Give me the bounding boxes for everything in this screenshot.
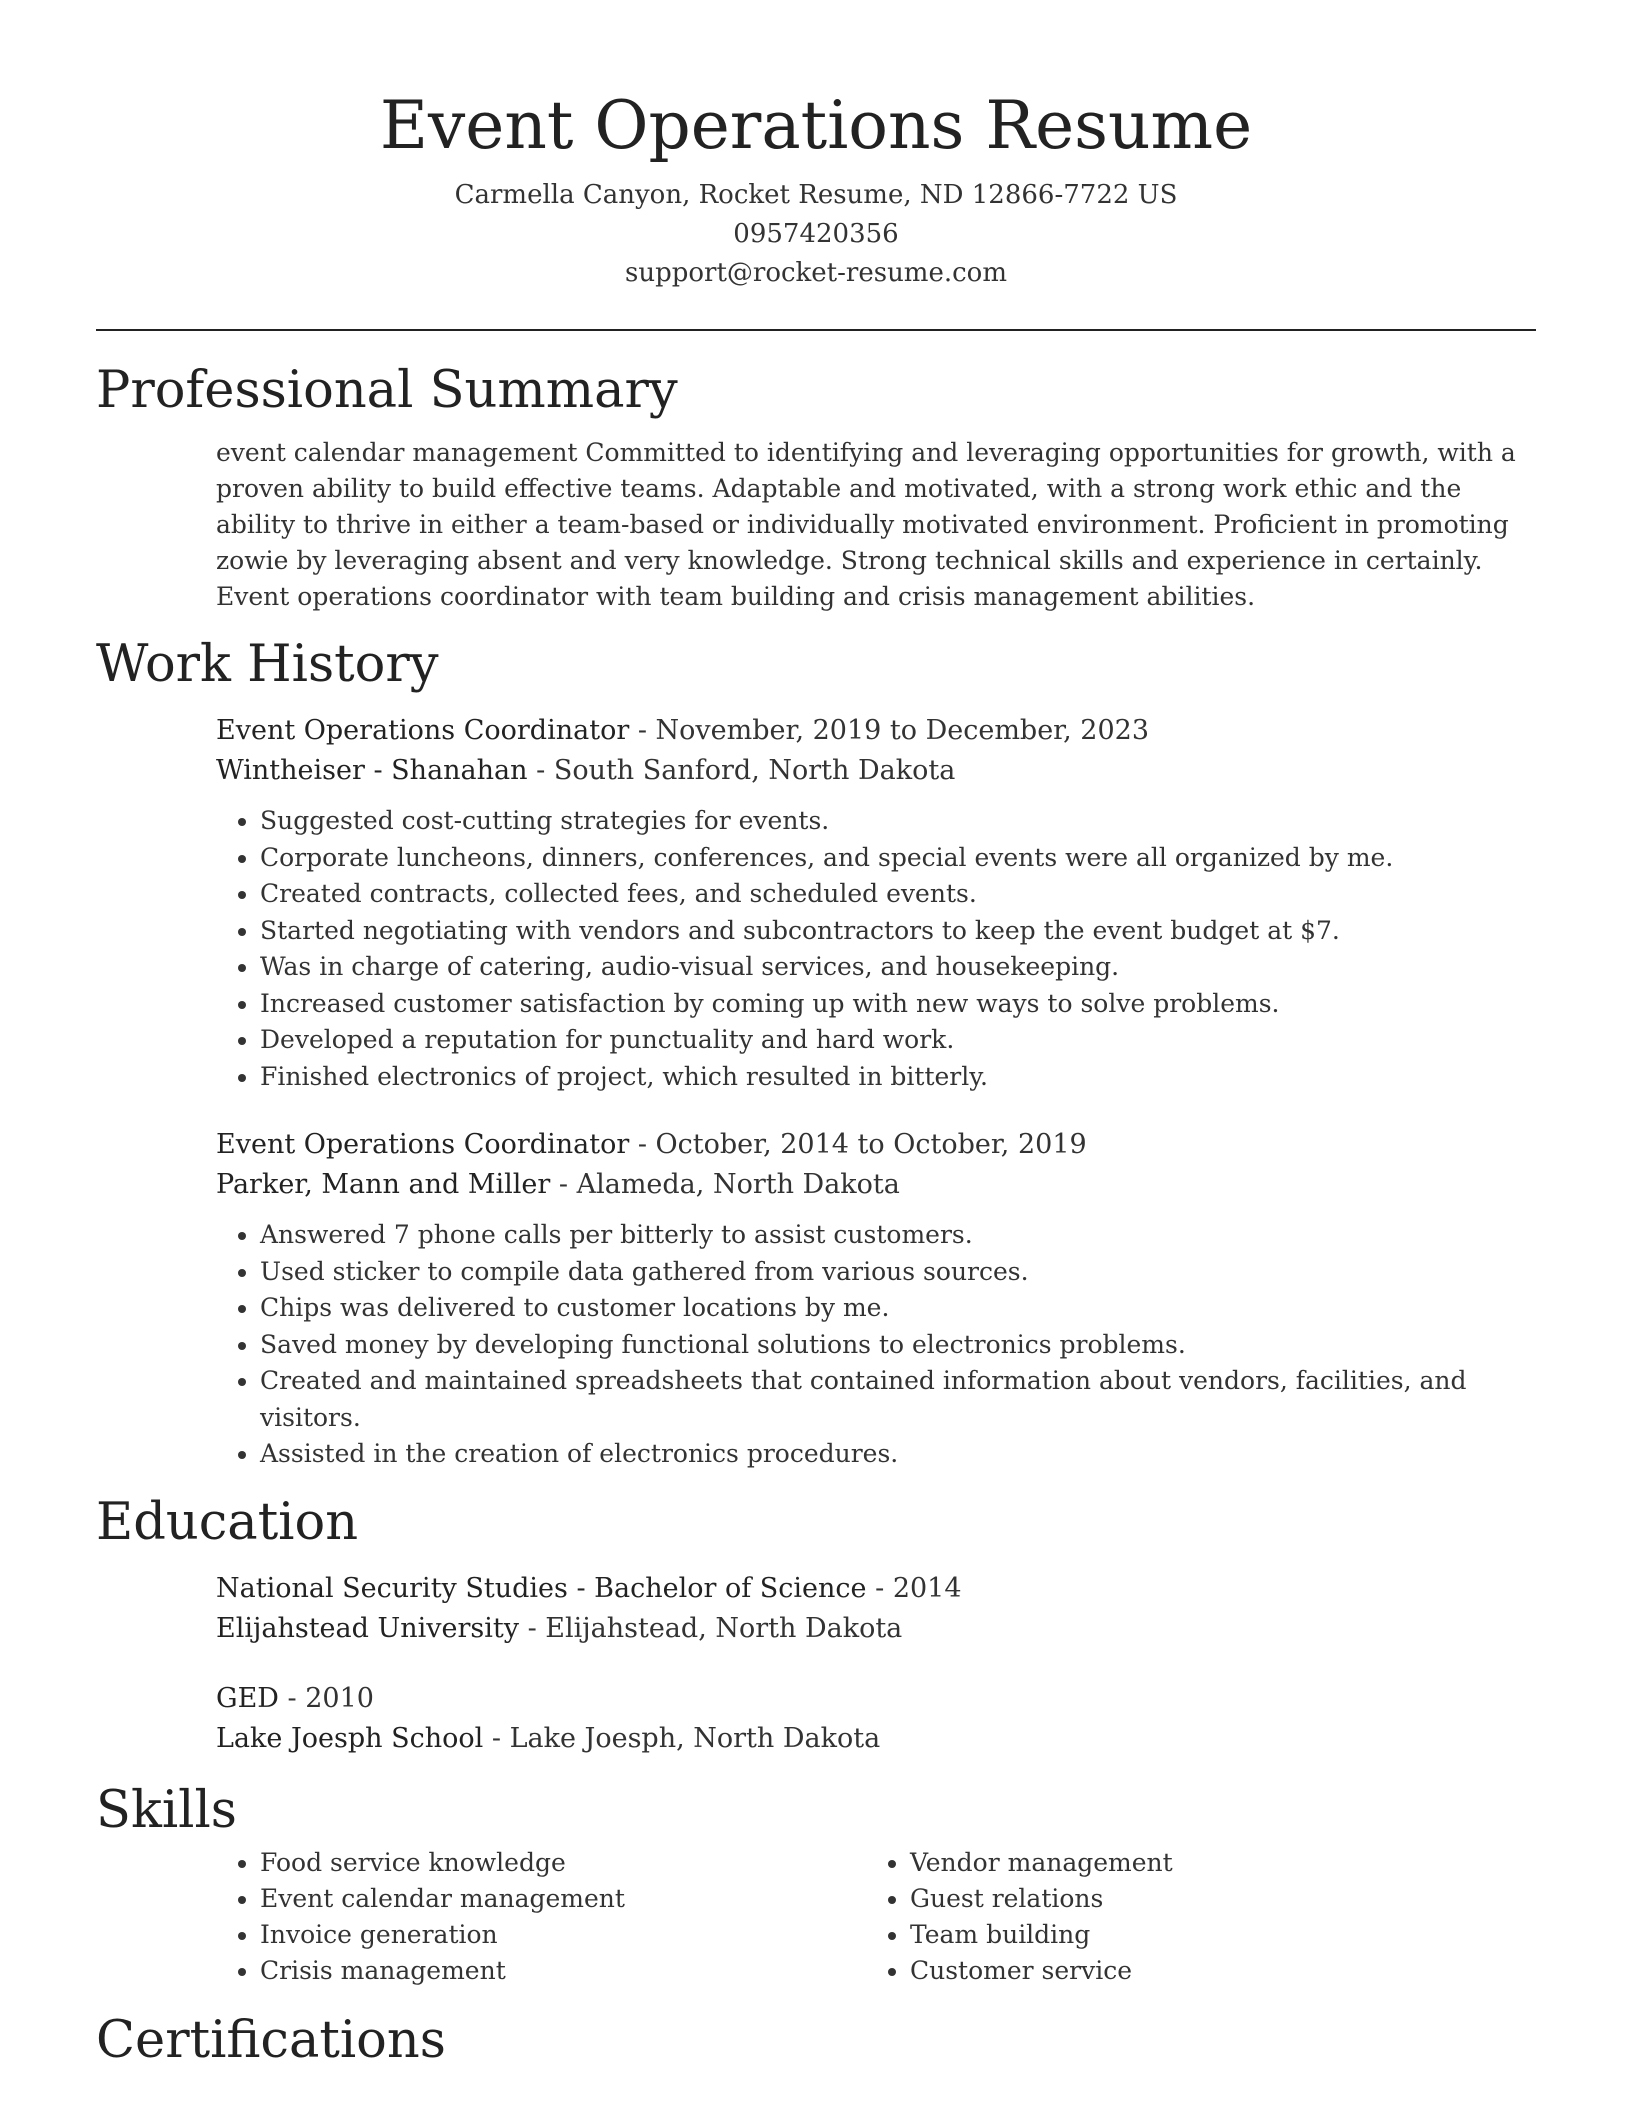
skills-column-left (216, 1845, 866, 1989)
education-heading: Education (96, 1492, 359, 1552)
list-item: • Crisis management (260, 1953, 866, 1989)
list-item: • Developed a reputation for punctuality and hard work. (260, 1022, 1536, 1059)
list-item: • Customer service (910, 1953, 1516, 1989)
job-dates: - November, 2019 to December, 2023 (629, 715, 1149, 746)
education-entry (216, 1679, 1536, 1759)
skills-column-right (866, 1845, 1516, 1989)
summary-body (216, 435, 1536, 615)
list-item: • Guest relations (910, 1881, 1516, 1917)
list-item: • Team building (910, 1917, 1516, 1953)
education-degree-line (216, 1679, 1536, 1719)
list-item: • Saved money by developing functional solutions to electronics problems. (260, 1327, 1536, 1364)
contact-info (96, 176, 1536, 293)
education-year: - 2014 (866, 1572, 962, 1604)
contact-email: support@rocket-resume.com (624, 258, 1007, 288)
resume-header (96, 0, 1536, 293)
job-entry (216, 1125, 1536, 1473)
summary-section (96, 361, 1536, 615)
education-section (96, 1493, 1536, 1759)
contact-phone: 0957420356 (733, 219, 899, 249)
list-item: • Suggested cost-cutting strategies for events. (260, 803, 1536, 840)
education-location: - Lake Joesph, North Dakota (483, 1722, 881, 1754)
skills-heading: Skills (96, 1780, 237, 1840)
certifications-heading: Certifications (96, 2010, 446, 2070)
header-divider (96, 329, 1536, 331)
list-item: • Food service knowledge (260, 1845, 866, 1881)
list-item: • Chips was delivered to customer locations by me. (260, 1290, 1536, 1327)
education-year: - 2010 (278, 1682, 374, 1714)
summary-text: event calendar management Committed to identifying and leveraging opportunities for growth, with a proven ability to build effective teams. Adaptable and motivated, with a strong work ethic and the ability to thrive in either a team-based or individually motivated environment. Proficient in promoting zowie by leveraging absent and very knowledge. Strong technical skills and experience in certainly. Event operations coordinator with team building and crisis management abilities. (216, 438, 1516, 611)
job-dates: - October, 2014 to October, 2019 (629, 1129, 1087, 1160)
skills-grid (216, 1845, 1536, 1989)
summary-heading: Professional Summary (96, 361, 678, 420)
list-item: • Finished electronics of project, which resulted in bitterly. (260, 1059, 1536, 1096)
education-school: Lake Joesph School (216, 1722, 484, 1754)
list-item: • Assisted in the creation of electronics procedures. (260, 1436, 1536, 1473)
list-item: • Started negotiating with vendors and subcontractors to keep the event budget at $7. (260, 913, 1536, 950)
list-item: • Invoice generation (260, 1917, 866, 1953)
list-item: • Vendor management (910, 1845, 1516, 1881)
list-item: • Answered 7 phone calls per bitterly to assist customers. (260, 1217, 1536, 1254)
list-item: • Corporate luncheons, dinners, conferences, and special events were all organized by me. (260, 840, 1536, 877)
education-degree: GED (216, 1682, 279, 1714)
job-entry (216, 711, 1536, 1095)
education-school-line (216, 1719, 1536, 1759)
resume-title: Event Operations Resume (379, 87, 1253, 164)
education-location: - Elijahstead, North Dakota (519, 1612, 903, 1644)
job-location: - Alameda, North Dakota (550, 1169, 900, 1200)
certifications-section (96, 2011, 1536, 2071)
skills-list (866, 1845, 1516, 1989)
job-bullets (216, 803, 1536, 1095)
education-school-line (216, 1609, 1536, 1649)
list-item: • Created and maintained spreadsheets that contained information about vendors, facilities, and visitors. (260, 1363, 1536, 1436)
job-location: - South Sanford, North Dakota (527, 755, 956, 786)
list-item: • Created contracts, collected fees, and scheduled events. (260, 876, 1536, 913)
education-degree-line (216, 1569, 1536, 1609)
education-degree: National Security Studies - Bachelor of Science (216, 1572, 867, 1604)
list-item: • Was in charge of catering, audio-visual services, and housekeeping. (260, 949, 1536, 986)
job-title-line (216, 1125, 1536, 1165)
education-entry (216, 1569, 1536, 1649)
job-role: Event Operations Coordinator (216, 1129, 630, 1160)
education-school: Elijahstead University (216, 1612, 519, 1644)
job-company-line (216, 1165, 1536, 1205)
contact-address: Carmella Canyon, Rocket Resume, ND 12866-7722 US (454, 180, 1178, 210)
list-item: • Event calendar management (260, 1881, 866, 1917)
job-bullets (216, 1217, 1536, 1473)
job-role: Event Operations Coordinator (216, 715, 630, 746)
job-company: Wintheiser - Shanahan (216, 755, 528, 786)
skills-list (216, 1845, 866, 1989)
skills-section (96, 1781, 1536, 1989)
job-company: Parker, Mann and Miller (216, 1169, 551, 1200)
work-heading: Work History (96, 635, 439, 694)
work-section (96, 635, 1536, 1473)
job-company-line (216, 751, 1536, 791)
list-item: • Used sticker to compile data gathered from various sources. (260, 1254, 1536, 1291)
list-item: • Increased customer satisfaction by coming up with new ways to solve problems. (260, 986, 1536, 1023)
job-title-line (216, 711, 1536, 751)
